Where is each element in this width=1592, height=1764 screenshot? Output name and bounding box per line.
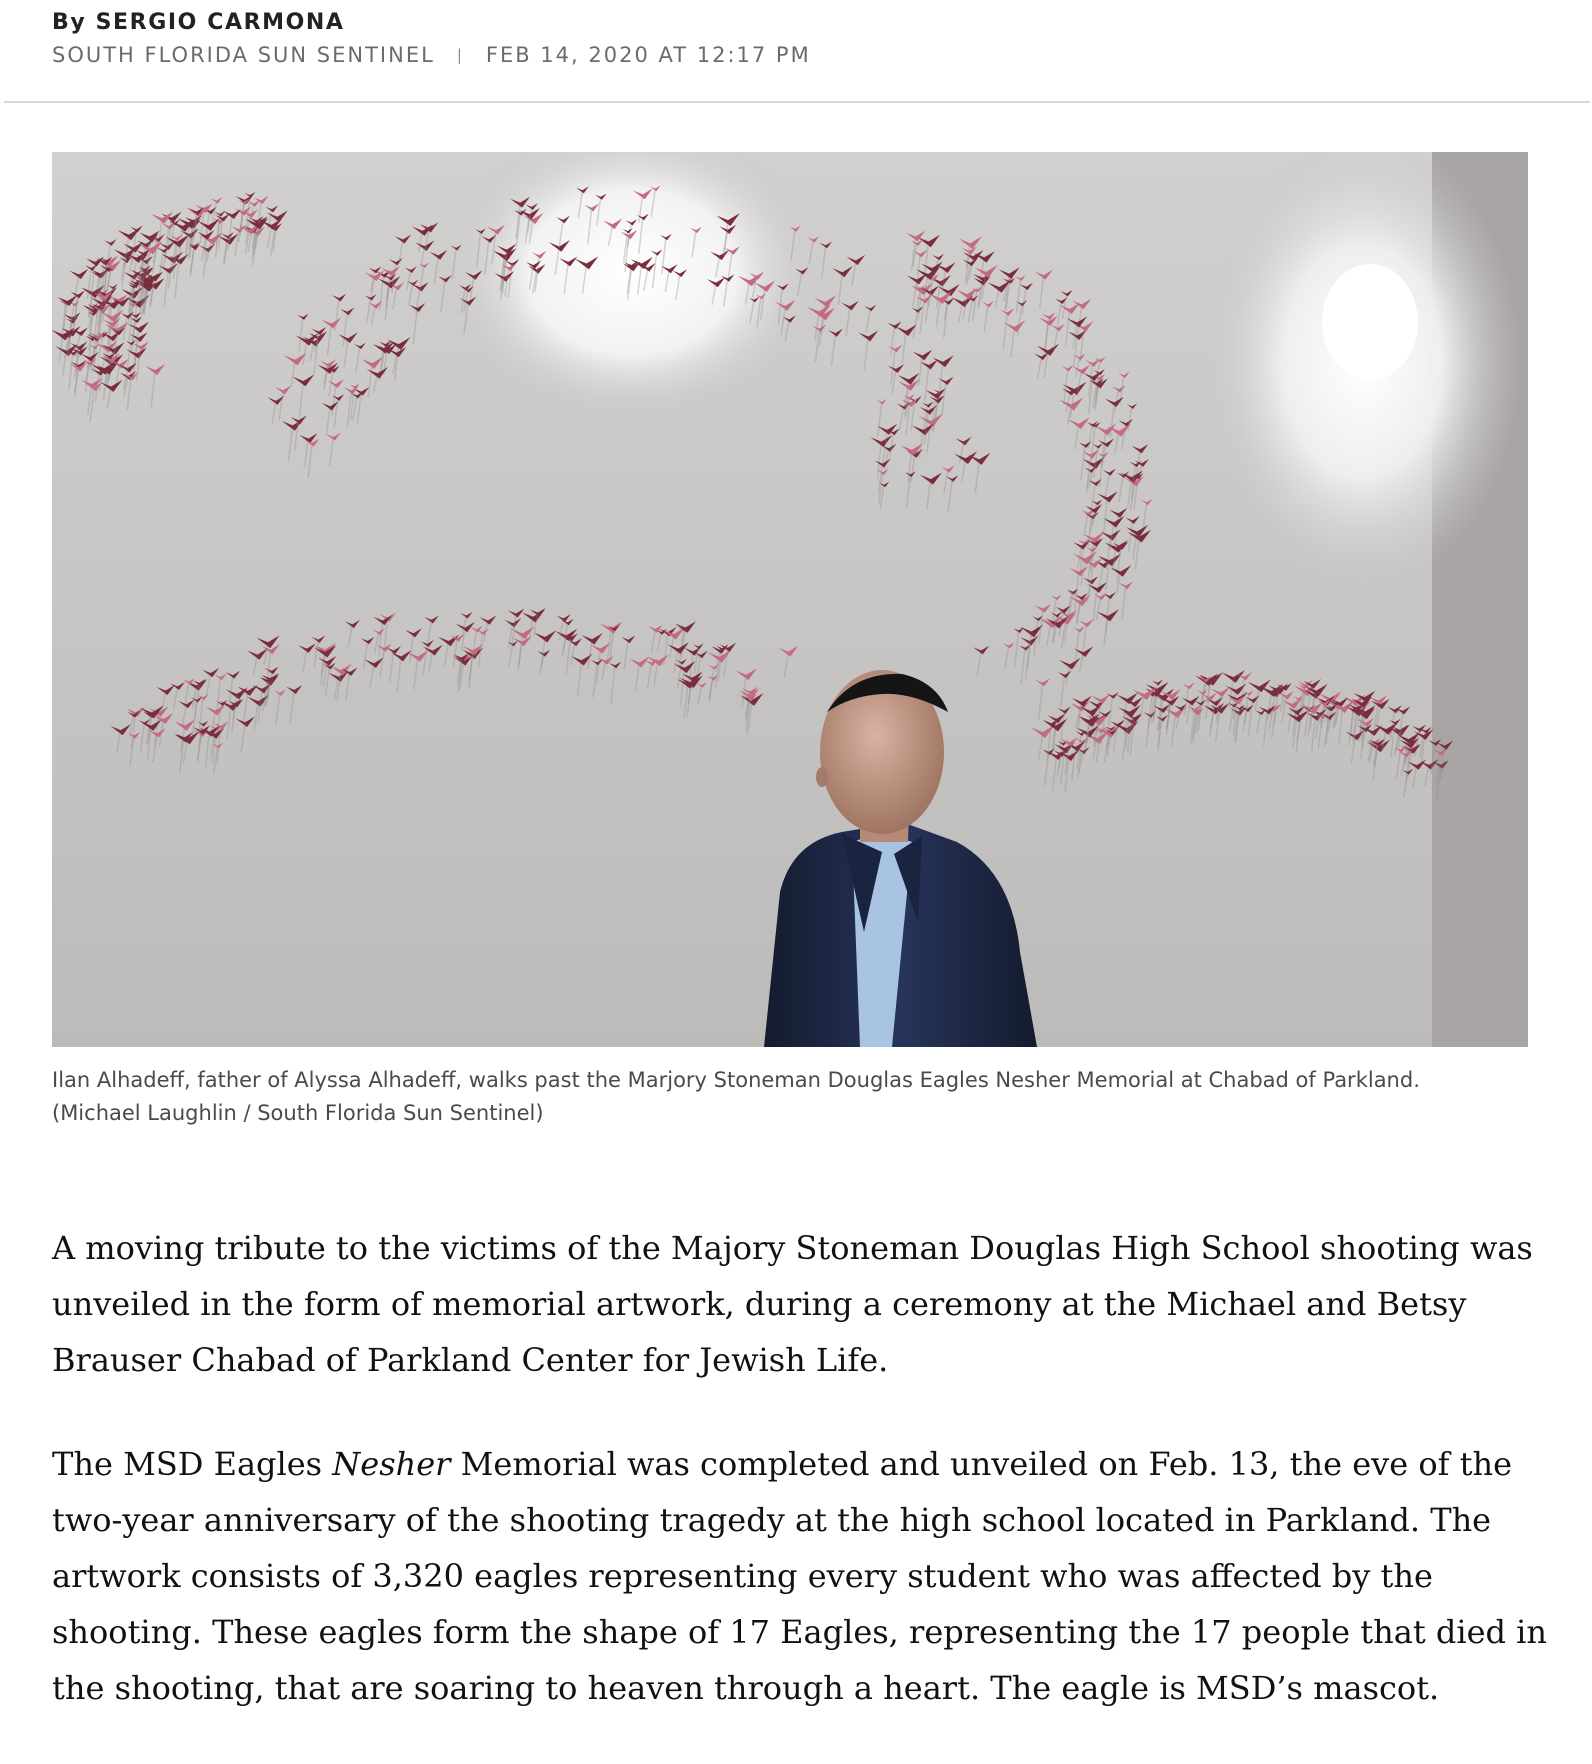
paragraph-2-start: The MSD Eagles [52, 1445, 333, 1483]
article-meta [52, 40, 1552, 70]
byline [52, 8, 1552, 38]
paragraph-2-rest: Memorial was completed and unveiled on Feb. 13, the eve of the two-year anniversary of the shooting tragedy at the high school located in Parkland. The artwork consists of 3,320 eagles representing every student who was affected by the shooting. These eagles form the shape of 17 Eagles, representing the 17 people that died in the shooting, that are soaring to heaven through a heart. The eagle is MSD’s mascot. [52, 1445, 1548, 1707]
photo-credit: (Michael Laughlin / South Florida Sun Sentinel) [52, 1101, 544, 1125]
article-paragraph-1: A moving tribute to the victims of the Majory Stoneman Douglas High School shooting was unveiled in the form of memorial artwork, during a ceremony at the Michael and Betsy Brauser Chabad of Parkland Center for Jewish Life. [52, 1229, 1533, 1379]
publish-date: FEB 14, 2020 AT 12:17 PM [485, 43, 811, 67]
article-header [52, 8, 1552, 70]
byline-prefix: By [52, 10, 87, 35]
memorial-photo-illustration [52, 152, 1528, 1047]
article-body [52, 1220, 1562, 1764]
author-link[interactable]: SERGIO CARMONA [95, 10, 345, 35]
source-name: SOUTH FLORIDA SUN SENTINEL [52, 43, 435, 67]
caption-text: Ilan Alhadeff, father of Alyssa Alhadeff, walks past the Marjory Stoneman Douglas Eagles Nesher Memorial at Chabad of Parkland. [52, 1068, 1420, 1092]
nesher-term: Nesher [332, 1445, 451, 1483]
photo-caption [52, 1064, 1562, 1130]
meta-separator: | [456, 46, 464, 64]
wall-light [1322, 264, 1418, 380]
header-divider [4, 101, 1590, 103]
nose [816, 767, 828, 787]
lead-photo[interactable] [52, 152, 1528, 1047]
article-paragraph-2 [52, 1436, 1562, 1716]
